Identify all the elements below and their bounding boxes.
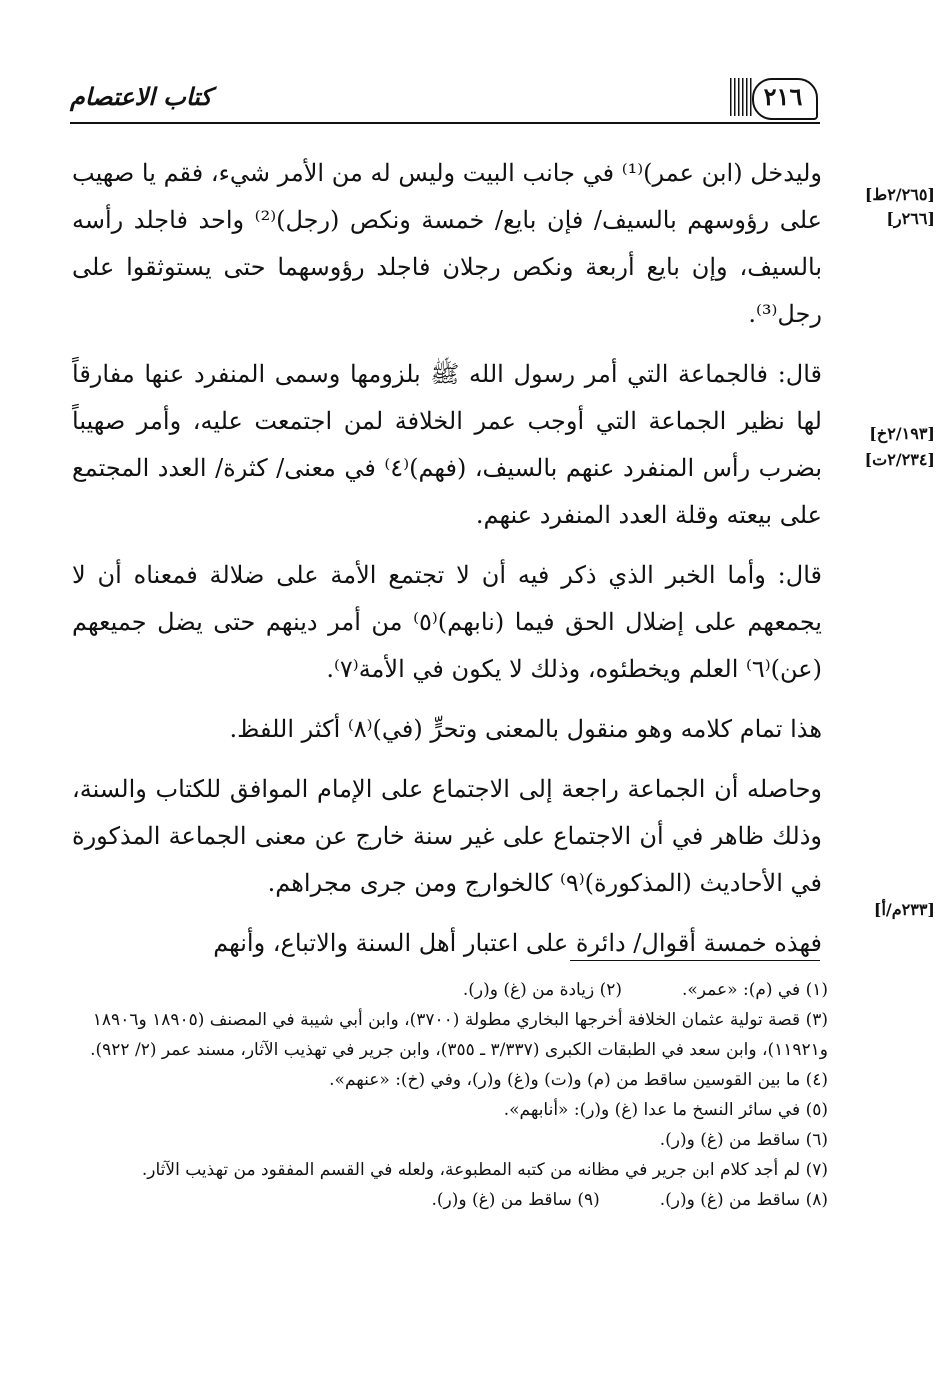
footnote: (٧) لم أجد كلام ابن جرير في مظانه من كتبه المطبوعة، ولعله في القسم المفقود من تهذيب الآثار. xyxy=(141,1160,828,1180)
main-text xyxy=(72,150,822,980)
footnote: (٨) ساقط من (غ) و(ر). xyxy=(659,1190,828,1210)
paragraph: وحاصله أن الجماعة راجعة إلى الاجتماع على الإمام الموافق للكتاب والسنة، وذلك ظاهر في أن الاجتماع على غير سنة خارج عن معنى الجماعة المذكورة في الأحاديث (المذكورة)⁽٩⁾ كالخوارج ومن جرى مجراهم. xyxy=(72,775,822,897)
margin-ref: [٢/٢٦٥ط] xyxy=(864,185,935,204)
footnote: (٤) ما بين القوسين ساقط من (م) و(ت) و(غ) و(ر)، وفي (خ): «عنهم». xyxy=(329,1070,828,1090)
paragraph: قال: وأما الخبر الذي ذكر فيه أن لا تجتمع الأمة على ضلالة فمعناه أن لا يجمعهم على إضلال الحق فيما (نابهم)⁽٥⁾ من أمر دينهم حتى يضل جميعهم (عن)⁽٦⁾ العلم ويخطئوه، وذلك لا يكون في الأمة⁽٧⁾. xyxy=(72,561,822,683)
paragraph: هذا تمام كلامه وهو منقول بالمعنى وتحرٍّ (في)⁽٨⁾ أكثر اللفظ. xyxy=(229,715,822,743)
footnote: (١) في (م): «عمر». xyxy=(682,980,828,1000)
page-number: ٢١٦ xyxy=(763,82,803,111)
footnote-row xyxy=(78,1185,828,1215)
ornament-lines xyxy=(730,78,752,116)
paragraph: قال: فالجماعة التي أمر رسول الله ﷺ بلزومها وسمى المنفرد عنها مفارقاً لها نظير الجماعة التي أوجب عمر الخلافة لمن اجتمعت عليه، وأمر صهيباً بضرب رأس المنفرد عنهم بالسيف، (فهم)⁽٤⁾ في معنى/ كثرة/ العدد المجتمع على بيعته وقلة العدد المنفرد عنهم. xyxy=(72,360,823,529)
header-rule xyxy=(70,122,820,124)
footnotes xyxy=(78,975,828,1215)
footnote-separator xyxy=(570,960,820,961)
margin-ref: [٢٣٣م/أ] xyxy=(873,900,935,919)
footnote: (٣) قصة تولية عثمان الخلافة أخرجها البخاري مطولة (٣٧٠٠)، وابن أبي شيبة في المصنف (١٨٩٠٥ و١٨٩٠٦ و١١٩٢١)، وابن سعد في الطبقات الكبرى (٣/٣٣٧ ـ ٣٥٥)، وابن جرير في تهذيب الآثار، مسند عمر (٢/ ٩٢٢). xyxy=(90,1010,828,1060)
margin-ref: [٢٦٦ر] xyxy=(886,209,935,228)
paragraph: وليدخل (ابن عمر)⁽¹⁾ في جانب البيت وليس له من الأمر شيء، فقم يا صهيب على رؤوسهم بالسيف/ فإن بايع/ خمسة ونكص (رجل)⁽²⁾ واحد فاجلد رأسه بالسيف، وإن بايع أربعة ونكص رجلان فاجلد رؤوسهما حتى يستوثقوا على رجل⁽³⁾. xyxy=(72,159,823,328)
margin-ref: [٢/١٩٣خ] xyxy=(869,424,935,443)
margin-ref: [٢/٢٣٤ت] xyxy=(864,450,935,469)
footnote-row xyxy=(78,975,828,1005)
footnote: (٩) ساقط من (غ) و(ر). xyxy=(431,1190,600,1210)
page-number-ornament xyxy=(730,72,820,118)
footnote: (٦) ساقط من (غ) و(ر). xyxy=(659,1130,828,1150)
footnote: (٢) زيادة من (غ) و(ر). xyxy=(462,980,622,1000)
book-title: كتاب الاعتصام xyxy=(70,82,212,111)
page-header xyxy=(70,72,820,128)
footnote: (٥) في سائر النسخ ما عدا (غ) و(ر): «أنابهم». xyxy=(503,1100,828,1120)
paragraph: فهذه خمسة أقوال/ دائرة على اعتبار أهل السنة والاتباع، وأنهم xyxy=(213,929,822,957)
